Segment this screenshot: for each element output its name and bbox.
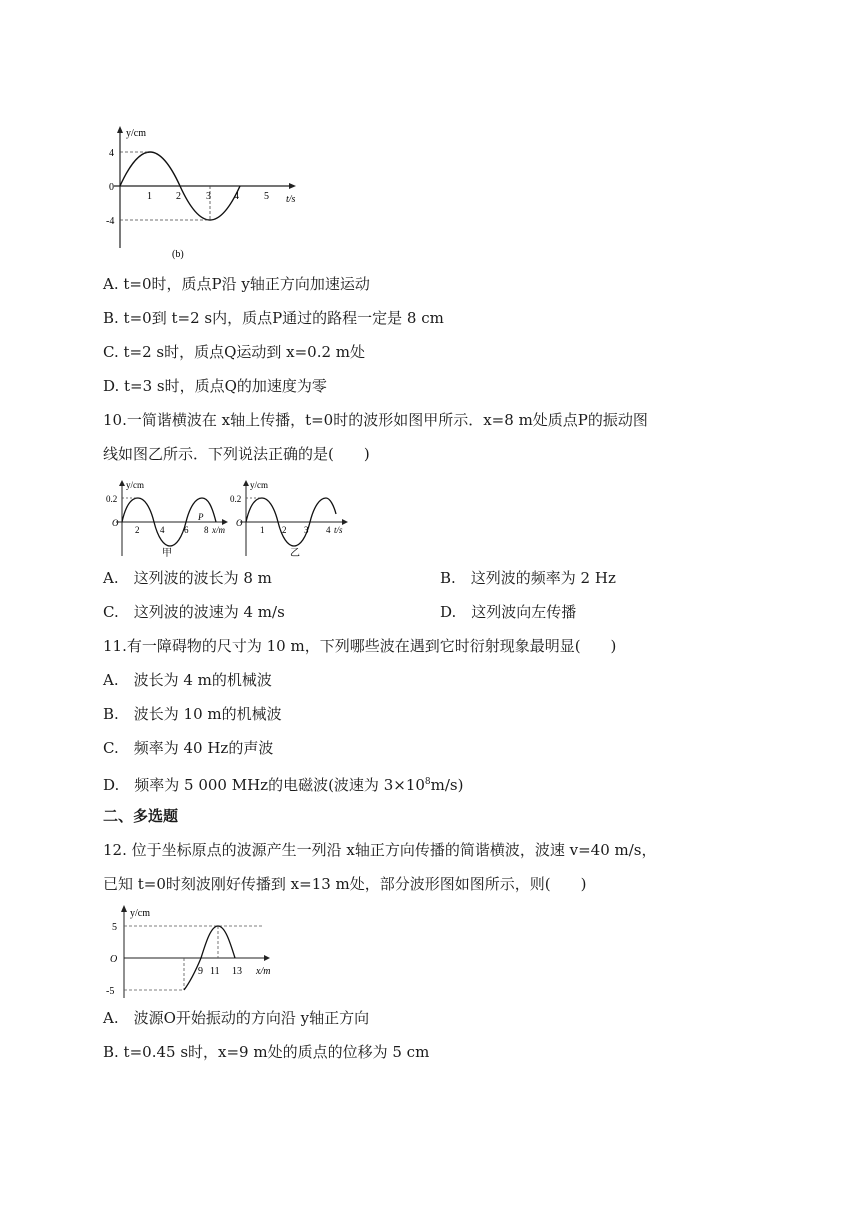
fig-q12-ytick-neg5: -5	[106, 986, 115, 997]
q11-option-c: C. 频率为 40 Hz的声波	[103, 739, 274, 757]
fig-jia-xlabel: x/m	[212, 525, 225, 535]
q11-option-a: A. 波长为 4 m的机械波	[103, 671, 272, 689]
fig-b-ytick-4: 4	[109, 148, 114, 159]
fig-jia-ylabel: y/cm	[126, 480, 144, 490]
q11-option-d	[103, 772, 463, 795]
figure-q12-waveform	[104, 902, 284, 1000]
fig-b-ylabel: y/cm	[126, 128, 146, 139]
q12-option-b: B. t=0.45 s时，x=9 m处的质点的位移为 5 cm	[103, 1043, 430, 1061]
q9-option-d: D. t=3 s时，质点Q的加速度为零	[103, 377, 327, 395]
q9-option-a: A. t=0时，质点P沿 y轴正方向加速运动	[103, 275, 370, 293]
fig-yi-ylabel: y/cm	[250, 480, 268, 490]
fig-b-xtick-5: 5	[264, 191, 269, 202]
fig-q12-origin: O	[110, 954, 118, 965]
q12-stem-line1: 12. 位于坐标原点的波源产生一列沿 x轴正方向传播的简谐横波，波速 v=40 m/s，	[103, 841, 657, 859]
q9-option-b: B. t=0到 t=2 s内，质点P通过的路程一定是 8 cm	[103, 309, 444, 327]
fig-jia-xtick-8: 8	[204, 525, 209, 535]
figure-b-vibration-graph	[106, 124, 306, 264]
fig-jia-point-p: P	[198, 512, 204, 522]
q11-option-b: B. 波长为 10 m的机械波	[103, 705, 282, 723]
fig-b-xtick-2: 2	[176, 191, 181, 202]
fig-q12-xtick-11: 11	[210, 966, 220, 977]
q10-option-d: D. 这列波向左传播	[440, 603, 577, 621]
fig-jia-origin: O	[112, 518, 119, 528]
fig-jia-caption: 甲	[162, 548, 172, 559]
fig-b-xlabel: t/s	[286, 194, 296, 205]
fig-jia-xtick-6: 6	[184, 525, 189, 535]
fig-q12-ylabel: y/cm	[130, 908, 150, 919]
fig-q12-xtick-9: 9	[198, 966, 203, 977]
figure-yi-vibration	[226, 478, 358, 560]
fig-yi-xtick-3: 3	[304, 525, 309, 535]
fig-jia-xtick-2: 2	[135, 525, 140, 535]
fig-q12-ytick-5: 5	[112, 922, 117, 933]
fig-yi-xlabel: t/s	[334, 525, 343, 535]
fig-yi-xtick-2: 2	[282, 525, 287, 535]
fig-yi-xtick-4: 4	[326, 525, 331, 535]
fig-b-ytick-neg4: -4	[106, 216, 115, 227]
q11-option-d-text: D. 频率为 5 000 MHz的电磁波(波速为 3×10	[103, 776, 425, 794]
fig-b-xtick-4: 4	[234, 191, 239, 202]
fig-q12-xlabel: x/m	[256, 966, 271, 977]
q9-option-c: C. t=2 s时，质点Q运动到 x=0.2 m处	[103, 343, 366, 361]
q10-stem-line2: 线如图乙所示．下列说法正确的是( )	[103, 445, 370, 463]
fig-yi-xtick-1: 1	[260, 525, 265, 535]
fig-q12-xtick-13: 13	[232, 966, 242, 977]
q10-option-c: C. 这列波的波速为 4 m/s	[103, 603, 285, 621]
q12-option-a: A. 波源O开始振动的方向沿 y轴正方向	[103, 1009, 370, 1027]
q11-option-d-unit: m/s)	[430, 776, 464, 794]
q11-option-d-exponent: 8	[424, 777, 431, 787]
fig-yi-ytick: 0.2	[230, 494, 242, 504]
q11-stem: 11.有一障碍物的尺寸为 10 m，下列哪些波在遇到它时衍射现象最明显( )	[103, 637, 617, 655]
fig-yi-origin: O	[236, 518, 243, 528]
fig-jia-ytick: 0.2	[106, 494, 118, 504]
fig-yi-caption: 乙	[290, 548, 300, 559]
section-title-multiple-choice: 二、多选题	[103, 807, 179, 825]
fig-jia-xtick-4: 4	[160, 525, 165, 535]
fig-b-ytick-0: 0	[109, 182, 114, 193]
q10-stem-line1: 10.一简谐横波在 x轴上传播，t=0时的波形如图甲所示．x=8 m处质点P的振动图	[103, 411, 648, 429]
fig-b-xtick-1: 1	[147, 191, 152, 202]
q12-stem-line2: 已知 t=0时刻波刚好传播到 x=13 m处，部分波形图如图所示，则( )	[103, 875, 587, 893]
fig-b-xtick-3: 3	[206, 191, 211, 202]
fig-b-caption: (b)	[172, 249, 184, 260]
figure-jia-waveform	[104, 478, 234, 560]
q10-option-b: B. 这列波的频率为 2 Hz	[440, 569, 616, 587]
q10-option-a: A. 这列波的波长为 8 m	[103, 569, 272, 587]
